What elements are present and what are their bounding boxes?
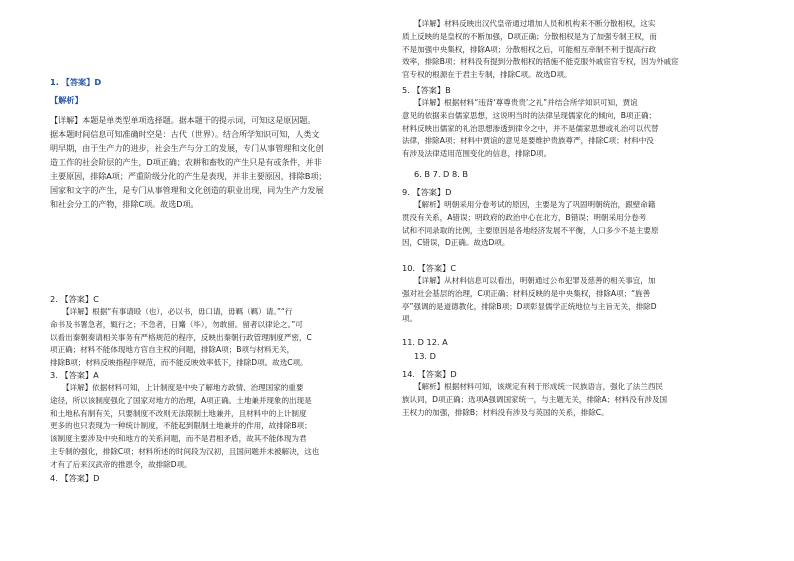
q9-line: 试和不同录取的比例，主要原因是各地经济发展不平衡，人口多少不是主要原 [402, 225, 659, 235]
q14-block [402, 368, 750, 419]
q3-line: 主专制的强化，排除C项；材料所述的时间段为汉初，且国问题并未被解决，这也 [50, 446, 320, 456]
q1-line: 明早期，由于生产力的进步，社会生产与分工的发展，专门从事管理和文化创 [50, 143, 324, 153]
q1-body [50, 113, 392, 211]
q5-answer: 5. 【答案】B [402, 85, 451, 95]
q9-line: 【解析】明朝采用分卷考试的原因，主要是为了巩固明朝统治，跟壁命籍 [414, 200, 656, 209]
q4-block [50, 472, 392, 485]
q3-line: 才有了后来汉武帝的推恩令，故排除D项。 [50, 459, 192, 469]
q10-answer: 10. 【答案】C [402, 263, 457, 273]
q1-line: 据本题时间信息可知准确时空是：古代（世界）。结合所学知识可知，人类文 [50, 129, 320, 139]
q9-line: 因，C错误，D正确。故选D项。 [402, 238, 510, 248]
q2-line: 命书及书署急者，辄行之；不急者，日觱（毕），勿敢留。留者以律论之。”可 [50, 319, 303, 329]
q14-line: 王权力的加强，排除B；材料没有涉及与英国的关系，排除C。 [402, 407, 609, 417]
q1-answer: 1. 【答案】D [50, 77, 102, 87]
q2-line: 【详解】根据“有事请殴（也），必以书，毋口请，毋羁（羁）请。”“行 [62, 307, 293, 316]
q2-answer: 2. 【答案】C [50, 294, 99, 304]
q10-line: 【详解】从材料信息可以看出，明朝通过公布犯罪及慈善的相关事宜，加 [414, 276, 656, 285]
q9-answer: 9. 【答案】D [402, 187, 452, 197]
q5-line: 法律，排除A项；材料中贾谊的意见是要维护贵族尊严，排除C项；材料中没 [402, 136, 654, 146]
q3-line: 该制度主要涉及中央和地方的关系问题，而不是君相矛盾，故其不能体现为君 [50, 434, 307, 444]
q1-jiexi-label: 【解析】 [50, 95, 83, 105]
q9-block [402, 186, 750, 250]
q14-line: 【解析】根据材料可知，该规定有利于形成统一民族语言，强化了法兰西民 [414, 382, 663, 391]
q2-line: 排除B项；材料反映指程序规范，而不能反映效率低下，排除D项。故选C项。 [50, 358, 308, 368]
q5-line: 有涉及法律适用范围变化的信息，排除D项。 [402, 149, 552, 159]
q4-line: 质上反映的是皇权的不断加强，D项正确；分散相权是为了加强专制王权，而 [402, 31, 657, 41]
q1-line: 国家和文字的产生，是专门从事管理和文化创造的职业出现，同为生产力发展 [50, 185, 324, 195]
q3-line: 途径，所以该制度强化了国家对地方的治理，A项正确。土地兼并现象的出现是 [50, 395, 312, 405]
q4-line: 【详解】材料反映出汉代皇帝通过增加人员和机构来不断分散相权，这实 [414, 19, 656, 28]
q1-line: 造工作的社会阶层的产生，D项正确；农耕和畜牧的产生只是有或条件，并非 [50, 157, 322, 167]
q3-line: 和土地私有制有关，只要制度不改则无法限制土地兼并，且材料中的上计制度 [50, 408, 307, 418]
q2-line: 以看出秦朝奏请相关事务有严格规范的程序，反映出秦朝行政管理制度严密，C [50, 332, 312, 342]
q1-block [50, 76, 392, 211]
q5-line: 意见的依据来自儒家思想，这说明当时的法律呈现儒家化的倾向，B项正确； [402, 110, 657, 120]
q5-line: 【详解】根据材料“违背‘尊尊贵贵’之礼”并结合所学知识可知，贾谊 [414, 98, 638, 107]
q3-block [50, 369, 392, 472]
q2-body [50, 306, 392, 370]
q4-line: 效率，排除B项；材料没有提到分散相权的措施不能克服外戚宦官专权，因为外戚宦 [402, 57, 679, 67]
q3-body [50, 382, 392, 472]
q9-line: 贯没有关系，A错误；明政府的政治中心在北方，B错误；明朝采用分卷考 [402, 212, 647, 222]
q678-block [402, 168, 750, 181]
q5-line: 材料反映出儒家的礼治思想渗透到律令之中，并不是儒家思想或礼治可以代替 [402, 123, 659, 133]
q1112-block [402, 336, 750, 349]
q4-line: 不是加强中央集权，排除A项；分散相权之后，可能相互牵制不利于提高行政 [402, 44, 657, 54]
q13-block [402, 350, 750, 363]
q10-line: 亭”强调的是道德教化，排除B项；D项彰显儒学正统地位与主旨无关，排除D [402, 301, 657, 311]
q4-answer: 4. 【答案】D [50, 473, 100, 483]
q2-block [50, 293, 392, 370]
q5-block [402, 84, 750, 161]
q10-line: 项。 [402, 314, 418, 324]
q14-line: 族认同，D项正确；选项A强调国家统一，与主题无关，排除A；材料没有涉及国 [402, 394, 668, 404]
q1-line: 和社会分工的产物，排除C项。故选D项。 [50, 199, 199, 209]
q3-line: 【详解】依据材料可知，上计制度是中央了解地方政情、治理国家的重要 [62, 383, 304, 392]
q3-answer: 3. 【答案】A [50, 370, 99, 380]
q2-line: 项正确；材料不能体现地方官自主权的问题，排除A项；B项与材料无关， [50, 345, 295, 355]
q4-continued [402, 18, 750, 82]
q4-line: 官专权的根源在于君主专制，排除C项。故选D项。 [402, 70, 572, 80]
q3-line: 更多的也只表现为一种统计制度，不能起到限制土地兼并的作用，故排除B项； [50, 421, 312, 431]
q10-line: 强对社会基层的治理，C项正确；材料反映的是中央集权，排除A项；“旌善 [402, 288, 651, 298]
q14-answer: 14. 【答案】D [402, 369, 457, 379]
q10-block [402, 262, 750, 326]
q13-answer: 13. D [414, 351, 436, 361]
q1112-answers: 11. D 12. A [402, 337, 448, 347]
q1-line: 主要原因，排除A项；严重阶级分化的产生是表现，并非主要原因，排除B项； [50, 171, 327, 181]
q1-line: 【详解】本题是单类型单项选择题。据本题干的提示词，可知这是原因题。 [50, 115, 316, 125]
q678-answers: 6. B 7. D 8. B [414, 169, 468, 179]
